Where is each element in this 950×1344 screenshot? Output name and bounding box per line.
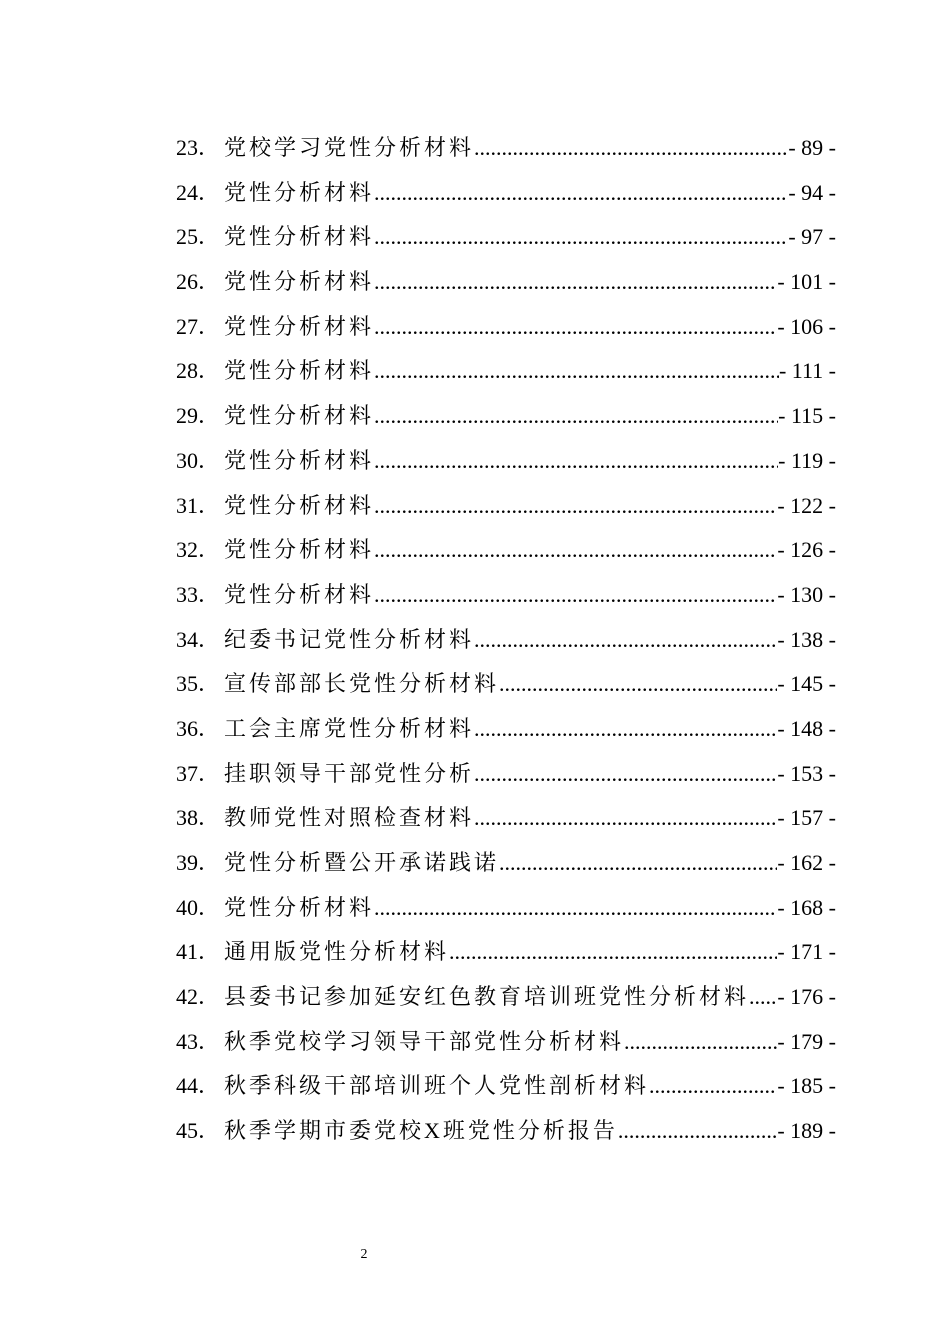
toc-entry-number: 28． xyxy=(176,358,221,384)
toc-entry-title: 党校学习党性分析材料 xyxy=(224,135,475,160)
toc-entry-title: 党性分析材料 xyxy=(224,894,375,920)
toc-entry-page: - 106 - xyxy=(777,313,836,339)
toc-entry-title: 挂职领导干部党性分析 xyxy=(224,760,475,786)
toc-entry-title: 党性分析材料 xyxy=(224,581,375,607)
toc-dot-leader xyxy=(499,662,777,707)
toc-entry-title: 党性分析材料 xyxy=(224,358,375,384)
toc-entry-title: 通用版党性分析材料 xyxy=(224,939,450,965)
toc-dot-leader xyxy=(474,618,777,663)
toc-entry-title: 秋季党校学习领导干部党性分析材料 xyxy=(224,1028,625,1054)
toc-entry-number: 33． xyxy=(176,581,221,607)
toc-entry-page: - 185 - xyxy=(777,1073,836,1099)
toc-dot-leader xyxy=(449,930,777,975)
toc-entry-number: 32． xyxy=(176,537,221,563)
toc-dot-leader xyxy=(618,1109,777,1154)
toc-entry-title: 纪委书记党性分析材料 xyxy=(224,626,475,652)
toc-entry-title: 党性分析材料 xyxy=(224,224,375,250)
toc-entry[interactable] xyxy=(176,841,836,886)
toc-dot-leader xyxy=(374,573,777,618)
toc-entry-number: 41． xyxy=(176,939,221,965)
toc-entry-page: - 145 - xyxy=(777,671,836,697)
toc-entry-page: - 101 - xyxy=(777,269,836,295)
toc-entry[interactable] xyxy=(176,1109,836,1154)
toc-dot-leader xyxy=(649,1064,777,1109)
toc-entry-page: - 157 - xyxy=(777,805,836,831)
toc-entry-page: - 162 - xyxy=(777,850,836,875)
toc-entry-page: - 179 - xyxy=(777,1028,836,1054)
toc-dot-leader xyxy=(474,707,777,752)
toc-entry-number: 27． xyxy=(176,313,221,339)
toc-entry[interactable] xyxy=(176,126,836,171)
toc-entry-number: 40． xyxy=(176,894,221,920)
toc-entry-number: 37． xyxy=(176,760,221,786)
toc-dot-leader xyxy=(474,796,777,841)
toc-dot-leader xyxy=(374,349,779,394)
toc-entry[interactable] xyxy=(176,930,836,975)
toc-entry-number: 31． xyxy=(176,492,221,518)
toc-entry-title: 宣传部部长党性分析材料 xyxy=(224,671,500,697)
toc-entry-title: 党性分析暨公开承诺践诺 xyxy=(224,850,500,875)
toc-entry-title: 党性分析材料 xyxy=(224,447,375,473)
toc-entry-title: 党性分析材料 xyxy=(224,537,375,563)
toc-entry[interactable] xyxy=(176,528,836,573)
page-number: 2 xyxy=(360,1247,368,1262)
toc-entry-page: - 176 - xyxy=(777,984,836,1010)
toc-entry-title: 秋季学期市委党校X班党性分析报告 xyxy=(224,1118,618,1144)
toc-entry-page: - 171 - xyxy=(777,939,836,965)
toc-entry[interactable] xyxy=(176,707,836,752)
toc-entry-page: - 115 - xyxy=(778,403,836,429)
toc-entry-number: 29． xyxy=(176,403,221,429)
toc-entry-title: 党性分析材料 xyxy=(224,269,375,295)
toc-dot-leader xyxy=(374,215,788,260)
toc-entry-number: 26． xyxy=(176,269,221,295)
toc-entry[interactable] xyxy=(176,1020,836,1065)
toc-entry-page: - 189 - xyxy=(777,1118,836,1144)
toc-dot-leader xyxy=(624,1020,777,1065)
toc-entry-title: 党性分析材料 xyxy=(224,492,375,518)
toc-entry-title: 教师党性对照检查材料 xyxy=(224,805,475,831)
toc-dot-leader xyxy=(374,484,777,529)
toc-entry-number: 38． xyxy=(176,805,221,831)
toc-entry[interactable] xyxy=(176,260,836,305)
toc-entry[interactable] xyxy=(176,305,836,350)
toc-entry-page: - 153 - xyxy=(777,760,836,786)
toc-entry-title: 党性分析材料 xyxy=(224,179,375,205)
toc-entry-page: - 89 - xyxy=(788,135,836,160)
toc-entry-number: 39． xyxy=(176,850,221,875)
toc-entry-page: - 168 - xyxy=(777,894,836,920)
toc-entry[interactable] xyxy=(176,484,836,529)
toc-entry[interactable] xyxy=(176,752,836,797)
toc-dot-leader xyxy=(499,841,777,886)
toc-entry[interactable] xyxy=(176,1064,836,1109)
toc-entry-number: 42． xyxy=(176,984,221,1010)
toc-entry-number: 43． xyxy=(176,1028,221,1054)
toc-dot-leader xyxy=(374,305,777,350)
toc-entry[interactable] xyxy=(176,349,836,394)
toc-entry-number: 45． xyxy=(176,1118,221,1144)
toc-entry[interactable] xyxy=(176,662,836,707)
toc-entry-title: 工会主席党性分析材料 xyxy=(224,715,475,741)
toc-entry-page: - 148 - xyxy=(777,715,836,741)
toc-dot-leader xyxy=(374,439,778,484)
toc-entry-title: 党性分析材料 xyxy=(224,403,375,429)
toc-entry-page: - 130 - xyxy=(777,581,836,607)
table-of-contents xyxy=(176,126,836,1154)
toc-dot-leader xyxy=(374,394,778,439)
toc-entry-page: - 94 - xyxy=(788,179,836,205)
toc-entry-number: 36． xyxy=(176,715,221,741)
toc-entry-page: - 126 - xyxy=(777,537,836,563)
toc-dot-leader xyxy=(374,260,777,305)
toc-dot-leader xyxy=(374,886,777,931)
toc-entry-number: 35． xyxy=(176,671,221,697)
toc-entry-number: 25． xyxy=(176,224,221,250)
toc-entry-page: - 138 - xyxy=(777,626,836,652)
toc-entry-number: 24． xyxy=(176,179,221,205)
toc-entry[interactable] xyxy=(176,215,836,260)
toc-entry-page: - 119 - xyxy=(778,447,836,473)
toc-entry-page: - 97 - xyxy=(788,224,836,250)
toc-entry[interactable] xyxy=(176,975,836,1020)
toc-dot-leader xyxy=(474,752,777,797)
toc-entry[interactable] xyxy=(176,394,836,439)
toc-entry-title: 县委书记参加延安红色教育培训班党性分析材料 xyxy=(224,984,750,1010)
toc-dot-leader xyxy=(374,171,788,216)
toc-entry[interactable] xyxy=(176,886,836,931)
toc-entry-page: - 111 - xyxy=(778,358,836,384)
toc-entry[interactable] xyxy=(176,171,836,216)
toc-entry[interactable] xyxy=(176,796,836,841)
toc-entry-page: - 122 - xyxy=(777,492,836,518)
toc-entry-number: 23． xyxy=(176,135,221,160)
toc-entry-number: 44． xyxy=(176,1073,221,1099)
toc-entry-number: 34． xyxy=(176,626,221,652)
toc-entry-title: 秋季科级干部培训班个人党性剖析材料 xyxy=(224,1073,650,1099)
toc-entry-number: 30． xyxy=(176,447,221,473)
toc-entry[interactable] xyxy=(176,618,836,663)
toc-dot-leader xyxy=(474,126,788,171)
toc-entry-title: 党性分析材料 xyxy=(224,313,375,339)
toc-entry[interactable] xyxy=(176,573,836,618)
toc-dot-leader xyxy=(374,528,777,573)
toc-entry[interactable] xyxy=(176,439,836,484)
toc-dot-leader xyxy=(749,975,777,1020)
